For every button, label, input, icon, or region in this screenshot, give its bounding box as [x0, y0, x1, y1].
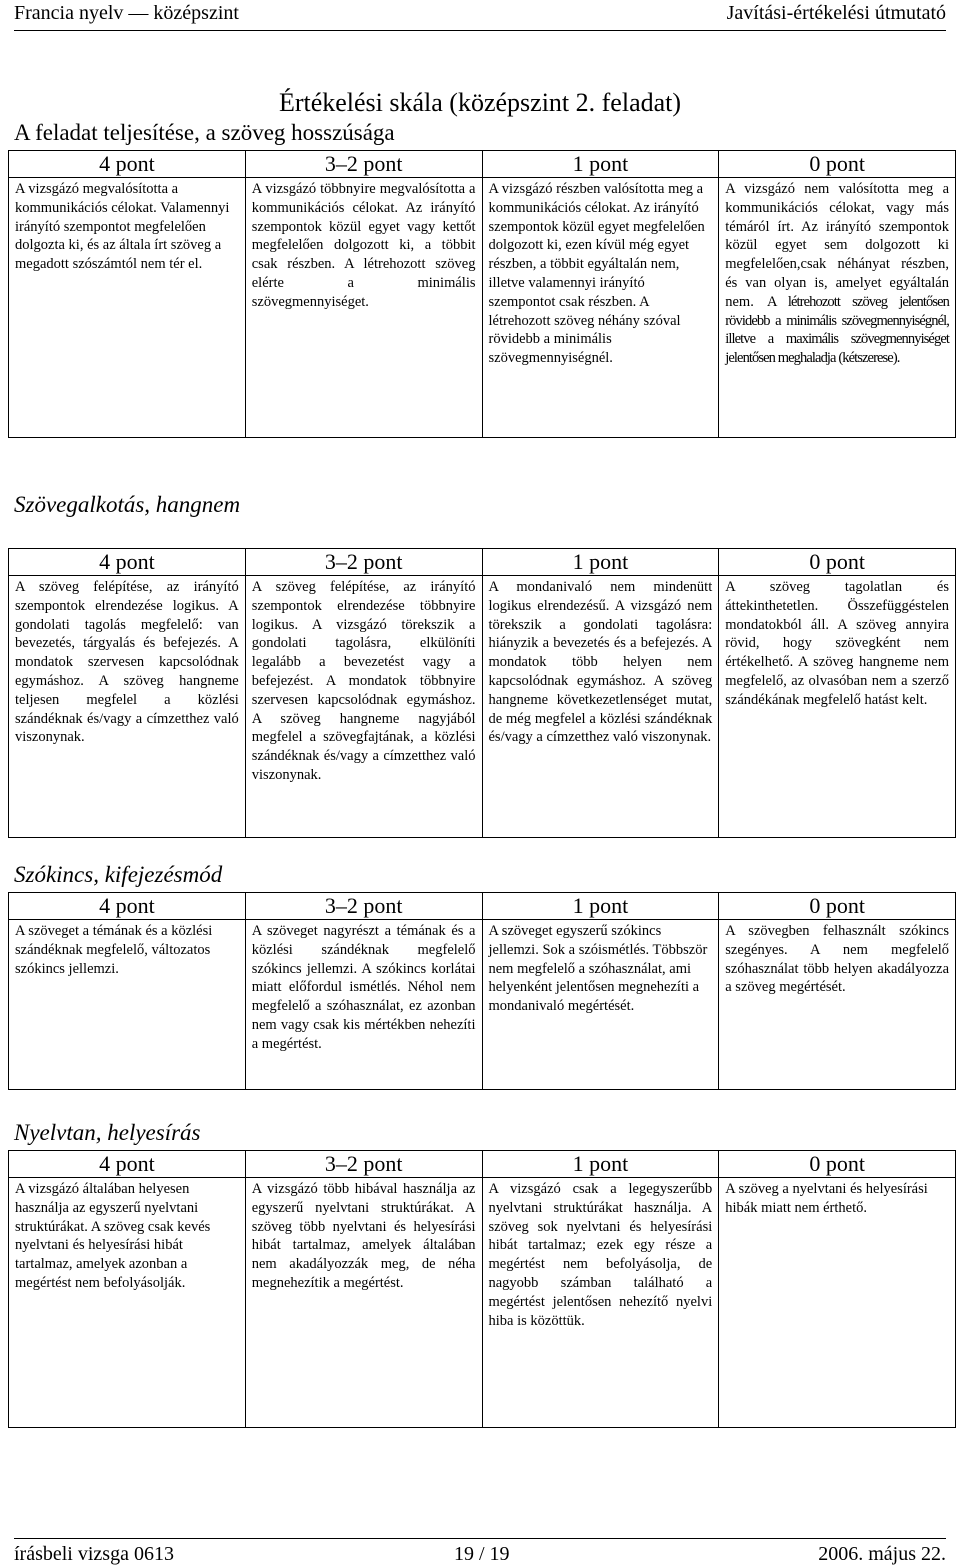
header-doc-type: Javítási-értékelési útmutató	[726, 2, 946, 24]
col-header-1: 1 pont	[482, 1151, 719, 1178]
section-title-grammar: Nyelvtan, helyesírás	[14, 1120, 201, 1145]
col-header-3-2: 3–2 pont	[245, 1151, 482, 1178]
table-header-row	[9, 549, 956, 576]
cell-0-pont-note: A létrehozott szöveg jelentősen rövidebb a minimális szövegmennyiségnél, illetve a maximális szövegmennyiséget jelentősen meghaladja (kétszerese).	[725, 293, 950, 367]
cell-1-pont: A vizsgázó csak a legegyszerűbb nyelvtani struktúrákat használja. A szöveg sok nyelvtani és helyesírási hibát tartalmaz; ezek egy része a megértést nem befolyásolja, de nagyobb számban található a megértést jelentősen nehezítő nyelvi hiba is közöttük.	[482, 1178, 719, 1428]
cell-4-pont: A szöveget a témának és a közlési szándéknak megfelelő, változatos szókincs jellemzi.	[9, 920, 246, 1090]
cell-3-2-pont: A szöveget nagyrészt a témának és a közlési szándéknak megfelelő szókincs jellemzi. A szókincs korlátai miatt előfordul ismétlés. Néhol nem megfelelő a szóhasználat, ez azonban nem vagy csak kis mértékben nehezíti a megértést.	[245, 920, 482, 1090]
col-header-4: 4 pont	[9, 549, 246, 576]
cell-1-pont: A mondanivaló nem mindenütt logikus elrendezésű. A vizsgázó nem törekszik a gondolati tagolásra: hiányzik a bevezetés és a befejezés. A mondatok több helyen nem kapcsolódnak egymáshoz. A szöveg hangneme következetlenséget mutat, de még megfelel a közlési szándéknak és/vagy a címzetthez való viszonynak.	[482, 576, 719, 838]
table-text-composition	[8, 548, 956, 838]
cell-1-pont: A vizsgázó részben valósította meg a kommunikációs célokat. Az irányító szempontok közül egyet megfelelően dolgozott ki, ezen kívül még egyet részben, a többit egyáltalán nem, illetve valamennyi irányító szempontot csak részben. A létrehozott szöveg néhány szóval rövidebb a minimális szövegmennyiségnél.	[482, 178, 719, 438]
cell-4-pont: A szöveg felépítése, az irányító szempontok elrendezése logikus. A gondolati tagolás megfelelő: van bevezetés, tárgyalás és befejezés. A mondatok szervesen kapcsolódnak egymáshoz. A szöveg hangneme teljesen megfelel a közlési szándéknak és/vagy a címzetthez való viszonynak.	[9, 576, 246, 838]
table-row	[9, 1178, 956, 1428]
col-header-1: 1 pont	[482, 151, 719, 178]
cell-3-2-pont: A vizsgázó többnyire megvalósította a kommunikációs célokat. Az irányító szempontok közül egyet vagy kettőt megfelelően dolgozott ki, a többit csak részben. A létrehozott szöveg elérte a minimális szövegmennyiséget.	[245, 178, 482, 438]
col-header-3-2: 3–2 pont	[245, 549, 482, 576]
col-header-1: 1 pont	[482, 549, 719, 576]
table-row	[9, 576, 956, 838]
section-title-text-composition: Szövegalkotás, hangnem	[14, 492, 241, 517]
table-row	[9, 920, 956, 1090]
page-number: 19 / 19	[454, 1543, 510, 1565]
cell-0-pont: A szövegben felhasznált szókincs szegényes. A nem megfelelő szóhasználat több helyen akadályozza a szöveg megértését.	[719, 920, 956, 1090]
cell-3-2-pont: A szöveg felépítése, az irányító szempontok elrendezése többnyire logikus. A vizsgázó törekszik a gondolati tagolásra, elkülöníti legalább a bevezetést vagy a befejezést. A mondatok többnyire szervesen kapcsolódnak egymáshoz. A szöveg hangneme nagyjából megfelel a szövegfajtának, a közlési szándéknak és/vagy a címzetthez való viszonynak.	[245, 576, 482, 838]
table-row	[9, 178, 956, 438]
table-header-row	[9, 1151, 956, 1178]
section-title-vocabulary: Szókincs, kifejezésmód	[14, 862, 223, 887]
footer-exam-code: írásbeli vizsga 0613	[14, 1543, 174, 1565]
col-header-4: 4 pont	[9, 1151, 246, 1178]
page-header	[14, 2, 946, 31]
cell-1-pont: A szöveget egyszerű szókincs jellemzi. Sok a szóismétlés. Többször nem megfelelő a szóhasználat, ami helyenként jelentősen megnehezíti a mondanivaló megértését.	[482, 920, 719, 1090]
col-header-1: 1 pont	[482, 893, 719, 920]
cell-4-pont: A vizsgázó megvalósította a kommunikációs célokat. Valamennyi irányító szempontot megfelelően dolgozta ki, és az általa írt szöveg a megadott szószámtól nem tér el.	[9, 178, 246, 438]
col-header-3-2: 3–2 pont	[245, 151, 482, 178]
col-header-3-2: 3–2 pont	[245, 893, 482, 920]
cell-4-pont: A vizsgázó általában helyesen használja az egyszerű nyelvtani struktúrákat. A szöveg csak kevés nyelvtani és helyesírási hibát tartalmaz, amelyek azonban a megértést nem befolyásolják.	[9, 1178, 246, 1428]
header-subject: Francia nyelv — középszint	[14, 2, 239, 24]
cell-3-2-pont: A vizsgázó több hibával használja az egyszerű nyelvtani struktúrákat. A szöveg több nyelvtani és helyesírási hibát tartalmaz, amelyek általában nem akadályozzák meg, de néha megnehezítik a megértést.	[245, 1178, 482, 1428]
page-footer	[14, 1538, 946, 1567]
page-title: Értékelési skála (középszint 2. feladat)	[278, 88, 682, 117]
table-header-row	[9, 893, 956, 920]
col-header-0: 0 pont	[719, 549, 956, 576]
col-header-0: 0 pont	[719, 151, 956, 178]
table-vocabulary	[8, 892, 956, 1090]
cell-0-pont: A szöveg a nyelvtani és helyesírási hibák miatt nem érthető.	[719, 1178, 956, 1428]
footer-date: 2006. május 22.	[818, 1543, 946, 1565]
cell-0-pont	[719, 178, 956, 438]
col-header-0: 0 pont	[719, 893, 956, 920]
col-header-0: 0 pont	[719, 1151, 956, 1178]
section-title-task: A feladat teljesítése, a szöveg hosszúsága	[14, 120, 395, 145]
table-header-row	[9, 151, 956, 178]
table-task-completion	[8, 150, 956, 438]
cell-0-pont-text: A vizsgázó nem valósította meg a kommunikációs célokat, vagy más témáról írt. Az irányító szempontok közül egyet sem dolgozott ki megfelelően,csak néhányat részben, és van olyan is, amelyet egyáltalán nem.	[725, 181, 949, 310]
col-header-4: 4 pont	[9, 893, 246, 920]
table-grammar	[8, 1150, 956, 1428]
cell-0-pont: A szöveg tagolatlan és áttekinthetetlen. Összefüggéstelen mondatokból áll. A szöveg annyira rövid, hogy szövegként nem értékelhető. A szöveg hangneme nem megfelelő, az olvasóban nem a szerző szándékának megfelelő hatást kelt.	[719, 576, 956, 838]
col-header-4: 4 pont	[9, 151, 246, 178]
